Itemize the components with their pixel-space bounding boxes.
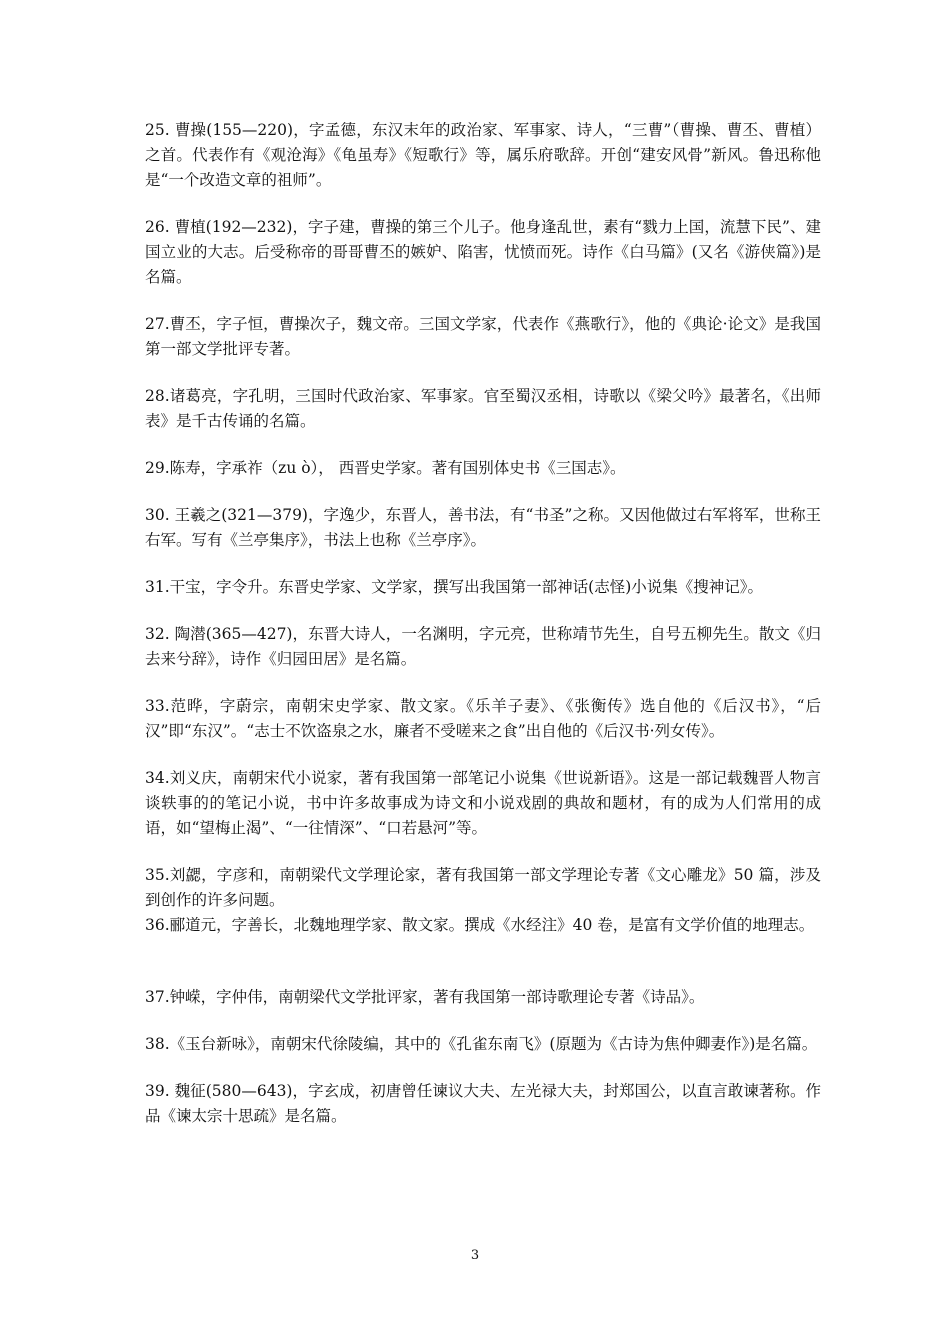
entry-34: 34.刘义庆，南朝宋代小说家，著有我国第一部笔记小说集《世说新语》。这是一部记载魏晋人物言谈轶事的的笔记小说，书中许多故事成为诗文和小说戏剧的典故和题材，有的成为人们常用的成语，如“望梅止渴”、“一往情深”、“口若悬河”等。 <box>145 769 821 837</box>
document-page <box>145 118 821 1129</box>
entry-26: 26. 曹植(192—232)，字子建，曹操的第三个儿子。他身逢乱世，素有“戮力上国，流慧下民”、建国立业的大志。后受称帝的哥哥曹丕的嫉妒、陷害，忧愤而死。诗作《白马篇》(又名《游侠篇》)是名篇。 <box>145 218 821 286</box>
page-number: 3 <box>470 1248 480 1263</box>
entry-36: 36.郦道元，字善长，北魏地理学家、散文家。撰成《水经注》40 卷，是富有文学价值的地理志。 <box>145 916 815 934</box>
entry-33: 33.范晔，字蔚宗，南朝宋史学家、散文家。《乐羊子妻》、《张衡传》选自他的《后汉书》，“后汉”即“东汉”。“志士不饮盗泉之水，廉者不受嗟来之食”出自他的《后汉书·列女传》。 <box>145 697 821 740</box>
entry-28: 28.诸葛亮，字孔明，三国时代政治家、军事家。官至蜀汉丞相，诗歌以《梁父吟》最著名，《出师表》是千古传诵的名篇。 <box>145 387 821 430</box>
entry-27: 27.曹丕，字子恒，曹操次子，魏文帝。三国文学家，代表作《燕歌行》，他的《典论·论文》是我国第一部文学批评专著。 <box>145 315 821 358</box>
entry-29: 29.陈寿，字承祚（zu ò）， 西晋史学家。著有国别体史书《三国志》。 <box>145 459 626 477</box>
entry-30: 30. 王羲之(321—379)，字逸少，东晋人，善书法，有“书圣”之称。又因他做过右军将军，世称王右军。写有《兰亭集序》，书法上也称《兰亭序》。 <box>145 506 821 549</box>
entry-25: 25. 曹操(155—220)，字孟德，东汉末年的政治家、军事家、诗人，“三曹”（曹操、曹丕、曹植）之首。代表作有《观沧海》《龟虽寿》《短歌行》等，属乐府歌辞。开创“建安风骨”新风。鲁迅称他是“一个改造文章的祖师”。 <box>145 121 821 189</box>
entry-35: 35.刘勰，字彦和，南朝梁代文学理论家，著有我国第一部文学理论专著《文心雕龙》50 篇，涉及到创作的许多问题。 <box>145 866 821 909</box>
entry-38: 38.《玉台新咏》，南朝宋代徐陵编，其中的《孔雀东南飞》(原题为《古诗为焦仲卿妻作》)是名篇。 <box>145 1035 818 1053</box>
entry-32: 32. 陶潜(365—427)，东晋大诗人，一名渊明，字元亮，世称靖节先生，自号五柳先生。散文《归去来兮辞》，诗作《归园田居》是名篇。 <box>145 625 821 668</box>
entry-39: 39. 魏征(580—643)，字玄成，初唐曾任谏议大夫、左光禄大夫，封郑国公，以直言敢谏著称。作品《谏太宗十思疏》是名篇。 <box>145 1082 821 1125</box>
entry-37: 37.钟嵘，字仲伟，南朝梁代文学批评家，著有我国第一部诗歌理论专著《诗品》。 <box>145 988 705 1006</box>
entry-31: 31.干宝，字令升。东晋史学家、文学家，撰写出我国第一部神话(志怪)小说集《搜神记》。 <box>145 578 763 596</box>
